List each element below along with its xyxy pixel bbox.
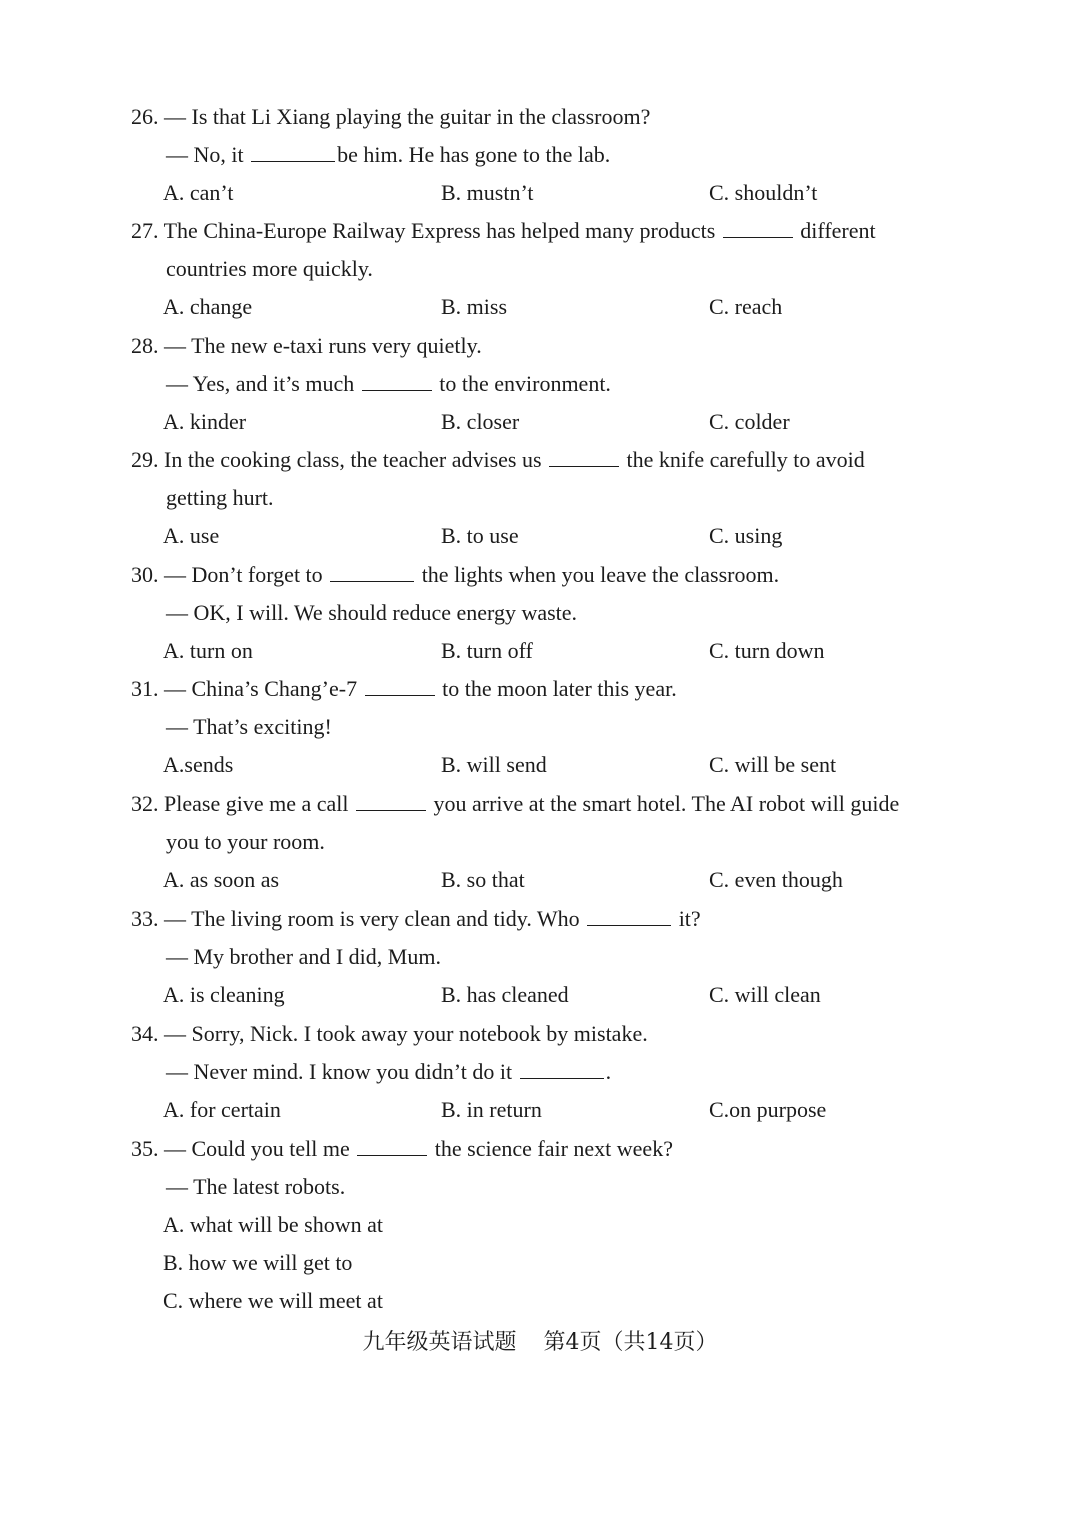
option-b: B. closer xyxy=(441,409,520,434)
question-number: 27. xyxy=(131,218,159,243)
question-text: — Could you tell me xyxy=(164,1136,356,1161)
answer-blank xyxy=(251,141,335,162)
question-text: different xyxy=(794,218,876,243)
option-c: C. where we will meet at xyxy=(163,1288,383,1313)
option-c: C. turn down xyxy=(709,638,825,663)
question-text: the science fair next week? xyxy=(429,1136,673,1161)
option-a: A.sends xyxy=(163,752,234,777)
answer-blank xyxy=(356,790,426,811)
question-35-line xyxy=(166,1173,345,1201)
question-31-line xyxy=(131,675,677,703)
question-number: 26. xyxy=(131,104,159,129)
answer-blank xyxy=(520,1058,604,1079)
question-number: 30. xyxy=(131,562,159,587)
question-28-line xyxy=(131,332,482,360)
question-text: In the cooking class, the teacher advises us xyxy=(164,447,548,472)
question-text: getting hurt. xyxy=(166,485,274,510)
question-26-line xyxy=(131,103,650,131)
question-text: — Never mind. I know you didn’t do it xyxy=(166,1059,518,1084)
answer-blank xyxy=(723,217,793,238)
question-number: 35. xyxy=(131,1136,159,1161)
question-34-line xyxy=(131,1020,648,1048)
option-b: B. mustn’t xyxy=(441,180,534,205)
question-text: to the environment. xyxy=(433,371,611,396)
question-text: — Yes, and it’s much xyxy=(166,371,360,396)
question-text: it? xyxy=(673,906,701,931)
question-number: 31. xyxy=(131,676,159,701)
option-a: A. kinder xyxy=(163,409,247,434)
option-c: C. colder xyxy=(709,409,790,434)
question-text: — That’s exciting! xyxy=(166,714,332,739)
option-b: B. will send xyxy=(441,752,547,777)
option-b: B. in return xyxy=(441,1097,542,1122)
question-text: — The living room is very clean and tidy. Who xyxy=(164,906,586,931)
question-number: 29. xyxy=(131,447,159,472)
question-text: to the moon later this year. xyxy=(436,676,677,701)
question-33-line xyxy=(131,905,701,933)
option-b: B. miss xyxy=(441,294,508,319)
question-text: — The new e-taxi runs very quietly. xyxy=(164,333,482,358)
option-a: A. turn on xyxy=(163,638,253,663)
option-a: A. what will be shown at xyxy=(163,1212,383,1237)
question-31-line xyxy=(166,713,332,741)
question-35-line xyxy=(131,1135,673,1163)
question-text: — My brother and I did, Mum. xyxy=(166,944,441,969)
question-27-line xyxy=(131,217,876,245)
question-text: you arrive at the smart hotel. The AI robot will guide xyxy=(427,791,900,816)
option-c: C. using xyxy=(709,523,783,548)
question-text: — Sorry, Nick. I took away your notebook by mistake. xyxy=(164,1021,648,1046)
question-text: you to your room. xyxy=(166,829,325,854)
question-text: — China’s Chang’e-7 xyxy=(164,676,363,701)
option-a: A. for certain xyxy=(163,1097,281,1122)
question-number: 34. xyxy=(131,1021,159,1046)
question-32-line xyxy=(131,790,899,818)
option-a: A. change xyxy=(163,294,253,319)
question-text: the knife carefully to avoid xyxy=(621,447,865,472)
footer-subject: 九年级英语试题 xyxy=(362,1330,517,1355)
answer-blank xyxy=(357,1135,427,1156)
answer-blank xyxy=(330,561,414,582)
question-text: . xyxy=(605,1059,612,1084)
question-text: — No, it xyxy=(166,142,250,167)
answer-blank xyxy=(587,905,671,926)
option-b: B. turn off xyxy=(441,638,533,663)
question-34-line xyxy=(166,1058,611,1086)
question-text: — The latest robots. xyxy=(166,1174,346,1199)
answer-blank xyxy=(549,446,619,467)
question-26-line xyxy=(166,141,610,169)
option-c: C. will be sent xyxy=(709,752,837,777)
option-c: C. shouldn’t xyxy=(709,180,818,205)
question-29-line xyxy=(166,484,274,512)
question-text: — Don’t forget to xyxy=(164,562,329,587)
question-number: 33. xyxy=(131,906,159,931)
question-27-line xyxy=(166,255,373,283)
option-a: A. is cleaning xyxy=(163,982,285,1007)
question-text: — Is that Li Xiang playing the guitar in the classroom? xyxy=(164,104,651,129)
question-text: the lights when you leave the classroom. xyxy=(416,562,780,587)
question-number: 28. xyxy=(131,333,159,358)
option-a: A. use xyxy=(163,523,220,548)
option-b: B. to use xyxy=(441,523,519,548)
option-c: C.on purpose xyxy=(709,1097,827,1122)
option-b: B. how we will get to xyxy=(163,1250,353,1275)
option-c: C. will clean xyxy=(709,982,821,1007)
question-33-line xyxy=(166,943,441,971)
answer-blank xyxy=(365,675,435,696)
question-32-line xyxy=(166,828,325,856)
question-text: Please give me a call xyxy=(164,791,354,816)
option-a: A. can’t xyxy=(163,180,234,205)
option-c: C. even though xyxy=(709,867,843,892)
question-text: countries more quickly. xyxy=(166,256,373,281)
option-b: B. so that xyxy=(441,867,525,892)
question-text: — OK, I will. We should reduce energy waste. xyxy=(166,600,578,625)
footer-page-number: 第4页（共14页） xyxy=(543,1330,718,1355)
question-30-line xyxy=(166,599,577,627)
question-29-line xyxy=(131,446,865,474)
question-text: The China-Europe Railway Express has helped many products xyxy=(163,218,721,243)
question-28-line xyxy=(166,370,611,398)
question-text: be him. He has gone to the lab. xyxy=(337,142,611,167)
answer-blank xyxy=(362,370,432,391)
option-b: B. has cleaned xyxy=(441,982,569,1007)
option-a: A. as soon as xyxy=(163,867,280,892)
page-footer xyxy=(0,1325,1080,1356)
question-number: 32. xyxy=(131,791,159,816)
option-c: C. reach xyxy=(709,294,783,319)
question-30-line xyxy=(131,561,779,589)
